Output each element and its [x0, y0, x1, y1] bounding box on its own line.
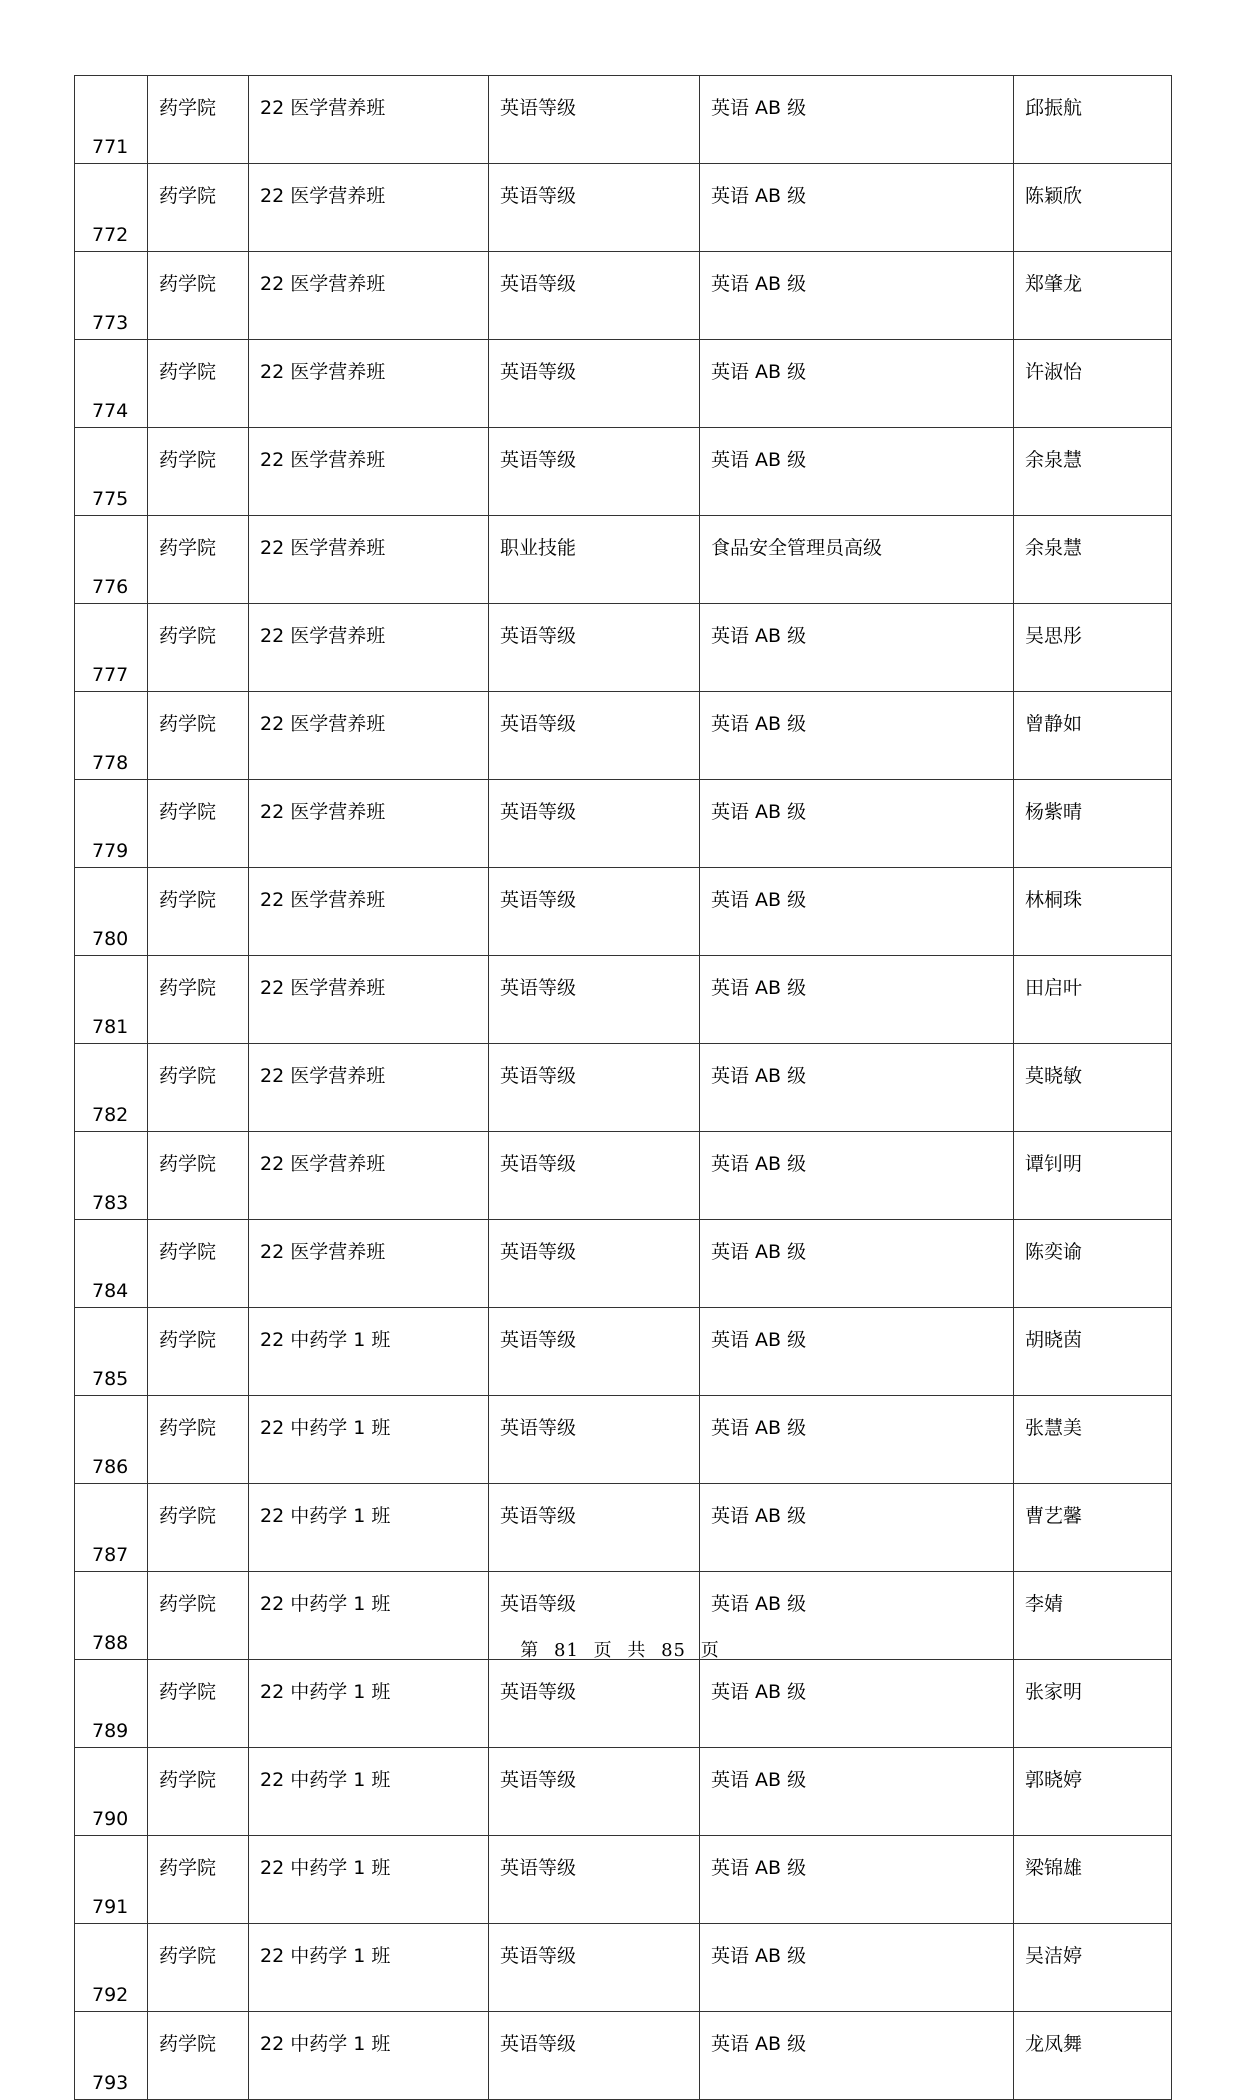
cell-serial-number: 788 — [75, 1572, 148, 1660]
cell-category: 英语等级 — [489, 76, 700, 164]
table-row — [75, 252, 1172, 340]
cell-class: 22 中药学 1 班 — [249, 1396, 489, 1484]
cell-serial-number: 776 — [75, 516, 148, 604]
table-row — [75, 516, 1172, 604]
cell-certificate-item: 英语 AB 级 — [700, 164, 1014, 252]
cell-certificate-item: 英语 AB 级 — [700, 1748, 1014, 1836]
cell-certificate-item: 英语 AB 级 — [700, 1572, 1014, 1660]
cell-serial-number: 787 — [75, 1484, 148, 1572]
cell-category: 英语等级 — [489, 1748, 700, 1836]
cell-student-name: 郭晓婷 — [1014, 1748, 1172, 1836]
cell-category: 英语等级 — [489, 780, 700, 868]
cell-class: 22 医学营养班 — [249, 516, 489, 604]
table-row — [75, 780, 1172, 868]
cell-serial-number: 792 — [75, 1924, 148, 2012]
cell-college: 药学院 — [148, 76, 249, 164]
cell-college: 药学院 — [148, 1484, 249, 1572]
cell-college: 药学院 — [148, 1220, 249, 1308]
cell-student-name: 曾静如 — [1014, 692, 1172, 780]
cell-class: 22 医学营养班 — [249, 1132, 489, 1220]
table-row — [75, 1484, 1172, 1572]
cell-college: 药学院 — [148, 956, 249, 1044]
cell-student-name: 龙凤舞 — [1014, 2012, 1172, 2100]
cell-serial-number: 785 — [75, 1308, 148, 1396]
table-row — [75, 1132, 1172, 1220]
cell-serial-number: 786 — [75, 1396, 148, 1484]
cell-certificate-item: 英语 AB 级 — [700, 1396, 1014, 1484]
cell-student-name: 李婧 — [1014, 1572, 1172, 1660]
cell-certificate-item: 英语 AB 级 — [700, 604, 1014, 692]
cell-student-name: 余泉慧 — [1014, 428, 1172, 516]
cell-college: 药学院 — [148, 1660, 249, 1748]
cell-class: 22 医学营养班 — [249, 164, 489, 252]
cell-certificate-item: 英语 AB 级 — [700, 1924, 1014, 2012]
cell-category: 英语等级 — [489, 1660, 700, 1748]
cell-serial-number: 781 — [75, 956, 148, 1044]
cell-serial-number: 791 — [75, 1836, 148, 1924]
table-row — [75, 1836, 1172, 1924]
cell-certificate-item: 英语 AB 级 — [700, 2012, 1014, 2100]
cell-college: 药学院 — [148, 1308, 249, 1396]
table-row — [75, 868, 1172, 956]
cell-class: 22 医学营养班 — [249, 76, 489, 164]
cell-category: 英语等级 — [489, 1132, 700, 1220]
cell-class: 22 医学营养班 — [249, 780, 489, 868]
cell-category: 英语等级 — [489, 868, 700, 956]
cell-student-name: 陈奕谕 — [1014, 1220, 1172, 1308]
cell-serial-number: 784 — [75, 1220, 148, 1308]
cell-category: 英语等级 — [489, 2012, 700, 2100]
cell-certificate-item: 英语 AB 级 — [700, 868, 1014, 956]
cell-serial-number: 780 — [75, 868, 148, 956]
cell-class: 22 医学营养班 — [249, 428, 489, 516]
cell-category: 英语等级 — [489, 956, 700, 1044]
cell-college: 药学院 — [148, 164, 249, 252]
table-row — [75, 1220, 1172, 1308]
cell-category: 英语等级 — [489, 1220, 700, 1308]
cell-student-name: 吴思彤 — [1014, 604, 1172, 692]
cell-college: 药学院 — [148, 1396, 249, 1484]
cell-category: 英语等级 — [489, 340, 700, 428]
cell-student-name: 吴洁婷 — [1014, 1924, 1172, 2012]
cell-certificate-item: 英语 AB 级 — [700, 780, 1014, 868]
cell-class: 22 医学营养班 — [249, 868, 489, 956]
cell-student-name: 许淑怡 — [1014, 340, 1172, 428]
cell-class: 22 医学营养班 — [249, 956, 489, 1044]
table-row — [75, 956, 1172, 1044]
cell-class: 22 中药学 1 班 — [249, 1836, 489, 1924]
table-row — [75, 1308, 1172, 1396]
cell-college: 药学院 — [148, 1748, 249, 1836]
cell-certificate-item: 英语 AB 级 — [700, 76, 1014, 164]
cell-student-name: 田启叶 — [1014, 956, 1172, 1044]
cell-category: 英语等级 — [489, 1044, 700, 1132]
cell-serial-number: 777 — [75, 604, 148, 692]
table-body — [75, 76, 1172, 2100]
cell-college: 药学院 — [148, 2012, 249, 2100]
cell-class: 22 医学营养班 — [249, 1220, 489, 1308]
cell-college: 药学院 — [148, 604, 249, 692]
cell-student-name: 林桐珠 — [1014, 868, 1172, 956]
cell-college: 药学院 — [148, 1132, 249, 1220]
cell-category: 英语等级 — [489, 1572, 700, 1660]
cell-student-name: 杨紫晴 — [1014, 780, 1172, 868]
cell-student-name: 陈颖欣 — [1014, 164, 1172, 252]
cell-category: 英语等级 — [489, 1308, 700, 1396]
cell-student-name: 曹艺馨 — [1014, 1484, 1172, 1572]
cell-certificate-item: 英语 AB 级 — [700, 1220, 1014, 1308]
cell-student-name: 张家明 — [1014, 1660, 1172, 1748]
cell-student-name: 梁锦雄 — [1014, 1836, 1172, 1924]
cell-class: 22 中药学 1 班 — [249, 2012, 489, 2100]
table-row — [75, 1748, 1172, 1836]
cell-student-name: 郑肇龙 — [1014, 252, 1172, 340]
cell-class: 22 中药学 1 班 — [249, 1308, 489, 1396]
cell-serial-number: 782 — [75, 1044, 148, 1132]
cell-category: 英语等级 — [489, 1836, 700, 1924]
cell-college: 药学院 — [148, 340, 249, 428]
cell-serial-number: 778 — [75, 692, 148, 780]
cell-college: 药学院 — [148, 868, 249, 956]
cell-category: 英语等级 — [489, 428, 700, 516]
cell-serial-number: 783 — [75, 1132, 148, 1220]
cell-certificate-item: 英语 AB 级 — [700, 340, 1014, 428]
page-number-footer: 第 81 页 共 85 页 — [520, 1640, 720, 1661]
cell-category: 英语等级 — [489, 252, 700, 340]
cell-college: 药学院 — [148, 692, 249, 780]
table-row — [75, 2012, 1172, 2100]
cell-student-name: 胡晓茵 — [1014, 1308, 1172, 1396]
cell-college: 药学院 — [148, 516, 249, 604]
cell-class: 22 中药学 1 班 — [249, 1660, 489, 1748]
cell-certificate-item: 英语 AB 级 — [700, 1836, 1014, 1924]
cell-class: 22 中药学 1 班 — [249, 1748, 489, 1836]
cell-college: 药学院 — [148, 1572, 249, 1660]
cell-serial-number: 779 — [75, 780, 148, 868]
table-row — [75, 604, 1172, 692]
cell-certificate-item: 英语 AB 级 — [700, 1484, 1014, 1572]
cell-serial-number: 774 — [75, 340, 148, 428]
cell-certificate-item: 英语 AB 级 — [700, 1132, 1014, 1220]
cell-certificate-item: 英语 AB 级 — [700, 252, 1014, 340]
cell-student-name: 谭钊明 — [1014, 1132, 1172, 1220]
table-row — [75, 1924, 1172, 2012]
cell-category: 英语等级 — [489, 1484, 700, 1572]
cell-college: 药学院 — [148, 252, 249, 340]
cell-certificate-item: 英语 AB 级 — [700, 956, 1014, 1044]
cell-class: 22 中药学 1 班 — [249, 1484, 489, 1572]
cell-class: 22 医学营养班 — [249, 1044, 489, 1132]
cell-category: 英语等级 — [489, 604, 700, 692]
cell-class: 22 医学营养班 — [249, 252, 489, 340]
cell-serial-number: 775 — [75, 428, 148, 516]
table-row — [75, 1660, 1172, 1748]
cell-serial-number: 772 — [75, 164, 148, 252]
table-row — [75, 428, 1172, 516]
table-row — [75, 340, 1172, 428]
cell-student-name: 邱振航 — [1014, 76, 1172, 164]
cell-class: 22 医学营养班 — [249, 604, 489, 692]
cell-student-name: 莫晓敏 — [1014, 1044, 1172, 1132]
cell-college: 药学院 — [148, 1924, 249, 2012]
cell-category: 英语等级 — [489, 1924, 700, 2012]
cell-category: 英语等级 — [489, 692, 700, 780]
cell-category: 英语等级 — [489, 1396, 700, 1484]
cell-certificate-item: 英语 AB 级 — [700, 428, 1014, 516]
cell-serial-number: 790 — [75, 1748, 148, 1836]
table-row — [75, 1396, 1172, 1484]
cell-serial-number: 793 — [75, 2012, 148, 2100]
cell-student-name: 余泉慧 — [1014, 516, 1172, 604]
cell-category: 英语等级 — [489, 164, 700, 252]
cell-certificate-item: 英语 AB 级 — [700, 1308, 1014, 1396]
cell-serial-number: 789 — [75, 1660, 148, 1748]
certificate-list-table — [74, 75, 1172, 2100]
cell-college: 药学院 — [148, 1044, 249, 1132]
table-row — [75, 76, 1172, 164]
cell-class: 22 医学营养班 — [249, 340, 489, 428]
table-row — [75, 692, 1172, 780]
table-row — [75, 164, 1172, 252]
cell-class: 22 中药学 1 班 — [249, 1572, 489, 1660]
cell-serial-number: 773 — [75, 252, 148, 340]
cell-college: 药学院 — [148, 1836, 249, 1924]
cell-serial-number: 771 — [75, 76, 148, 164]
cell-category: 职业技能 — [489, 516, 700, 604]
cell-college: 药学院 — [148, 428, 249, 516]
cell-certificate-item: 英语 AB 级 — [700, 692, 1014, 780]
cell-class: 22 中药学 1 班 — [249, 1924, 489, 2012]
cell-class: 22 医学营养班 — [249, 692, 489, 780]
cell-certificate-item: 食品安全管理员高级 — [700, 516, 1014, 604]
table-row — [75, 1044, 1172, 1132]
cell-student-name: 张慧美 — [1014, 1396, 1172, 1484]
cell-certificate-item: 英语 AB 级 — [700, 1660, 1014, 1748]
cell-certificate-item: 英语 AB 级 — [700, 1044, 1014, 1132]
cell-college: 药学院 — [148, 780, 249, 868]
